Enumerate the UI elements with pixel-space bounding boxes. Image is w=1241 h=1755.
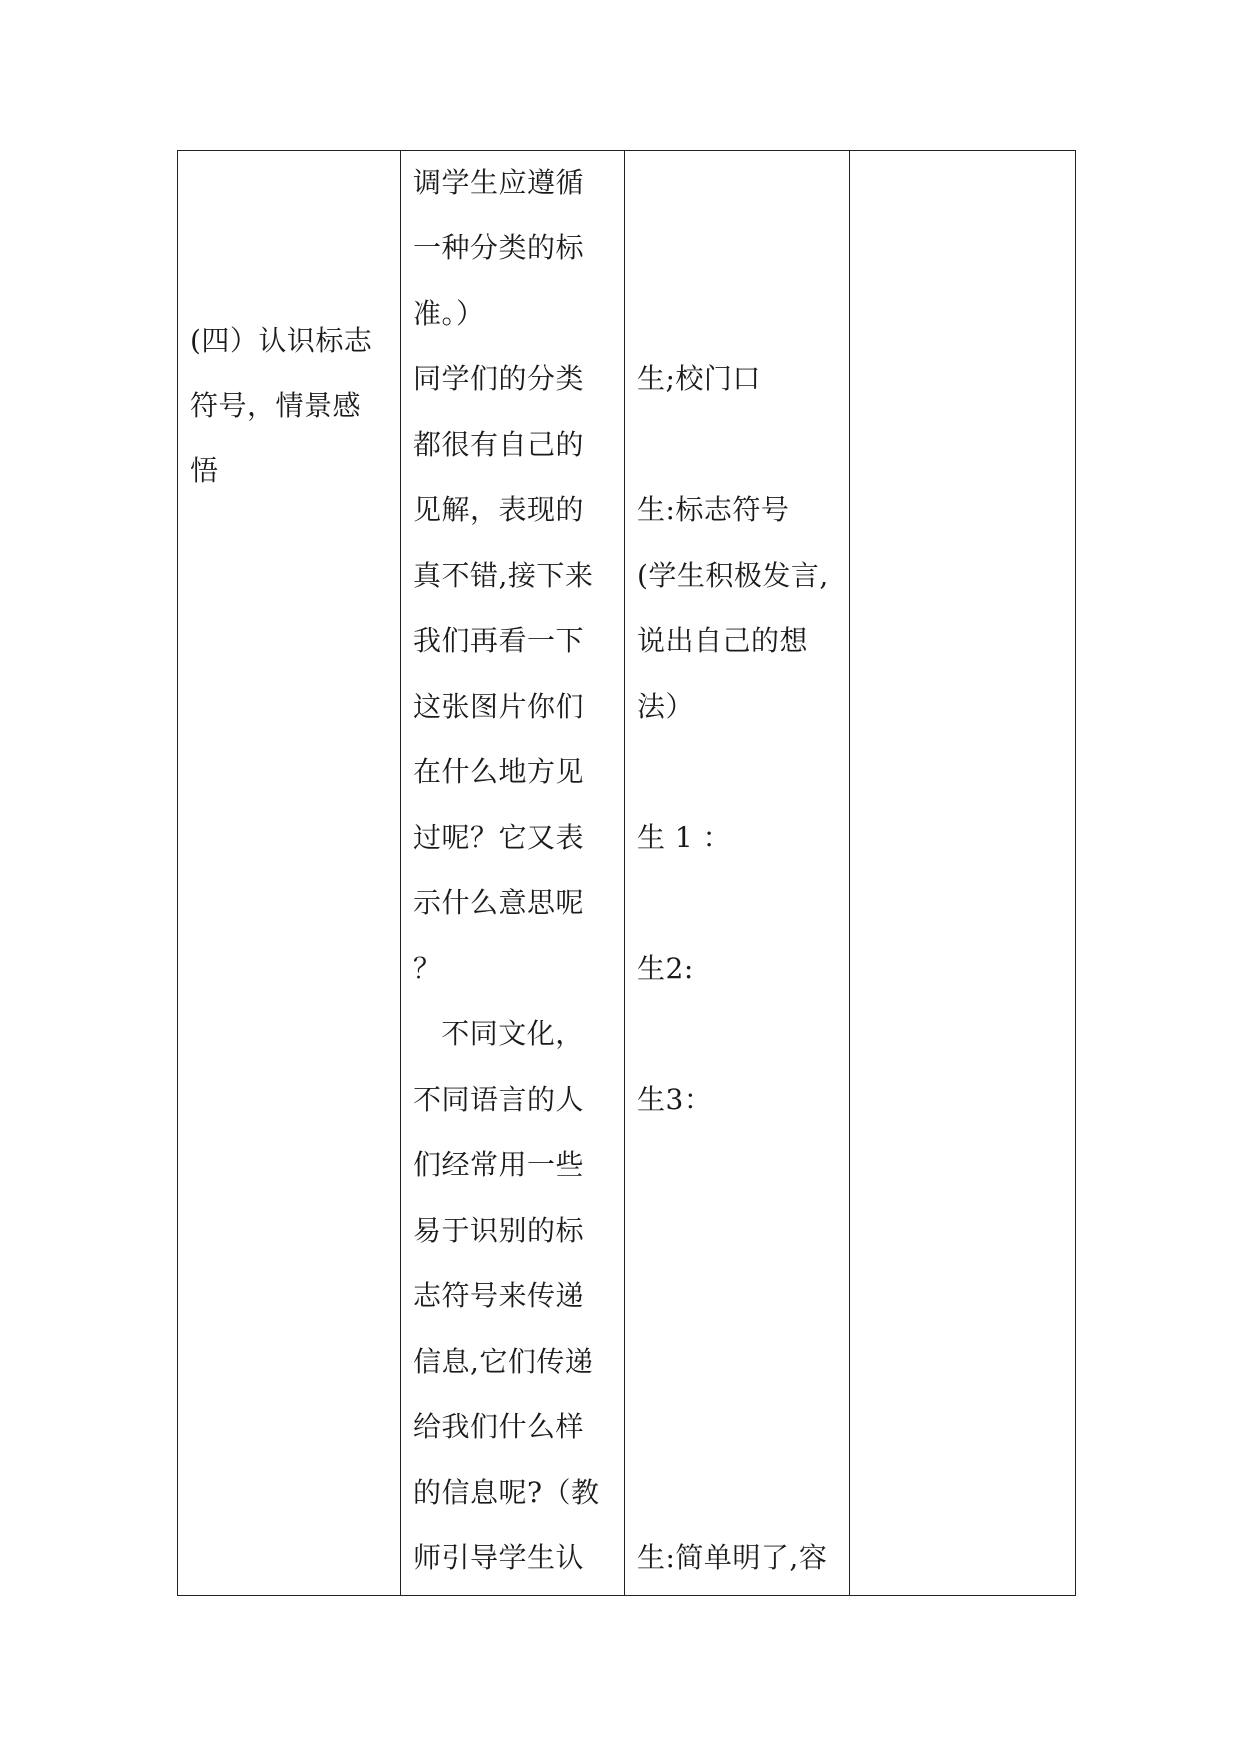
teacher-line: 过呢？它又表: [413, 821, 585, 854]
teacher-line: 不同语言的人: [413, 1083, 585, 1116]
table-row: [178, 151, 1076, 1596]
student-line: 说出自己的想: [637, 624, 809, 657]
teacher-activity-cell: [401, 151, 625, 1596]
teacher-line: 易于识别的标: [413, 1214, 585, 1247]
teacher-line: 准。）: [413, 297, 485, 330]
teacher-line: 一种分类的标: [413, 231, 585, 264]
stage-line: (四）认识标志: [190, 324, 373, 357]
teacher-line: 这张图片你们: [413, 690, 585, 723]
lesson-plan-table: [177, 150, 1076, 1596]
teacher-line: 同学们的分类: [413, 362, 585, 395]
student-line: 生 1 ：: [637, 821, 732, 854]
student-line: 法）: [637, 690, 695, 723]
student-line: 生3：: [637, 1083, 713, 1116]
notes-cell: [850, 151, 1076, 1596]
teacher-line: 我们再看一下: [413, 624, 585, 657]
teacher-line: 不同文化，: [413, 1017, 584, 1050]
teacher-line: ？: [413, 952, 442, 985]
student-line: (学生积极发言,: [637, 559, 829, 592]
teacher-line: 给我们什么样: [413, 1410, 585, 1443]
stage-cell: [178, 151, 401, 1596]
stage-line: 符号，情景感: [190, 389, 362, 422]
stage-line: 悟: [190, 454, 219, 487]
student-activity-cell: [625, 151, 850, 1596]
student-line: 生:标志符号: [637, 493, 790, 526]
teacher-line: 志符号来传递: [413, 1279, 585, 1312]
teacher-line: 都很有自己的: [413, 428, 585, 461]
teacher-line: 调学生应遵循: [413, 166, 585, 199]
student-line: 生:简单明了,容: [637, 1541, 828, 1574]
teacher-line: 见解，表现的: [413, 493, 585, 526]
teacher-line: 们经常用一些: [413, 1148, 585, 1181]
teacher-line: 真不错,接下来: [413, 559, 594, 592]
teacher-line: 信息,它们传递: [413, 1345, 594, 1378]
student-line: 生2:: [637, 952, 694, 985]
teacher-line: 师引导学生认: [413, 1541, 585, 1574]
teacher-line: 的信息呢?（教: [413, 1476, 600, 1509]
student-line: 生;校门口: [637, 362, 761, 395]
teacher-line: 在什么地方见: [413, 755, 585, 788]
teacher-line: 示什么意思呢: [413, 886, 585, 919]
